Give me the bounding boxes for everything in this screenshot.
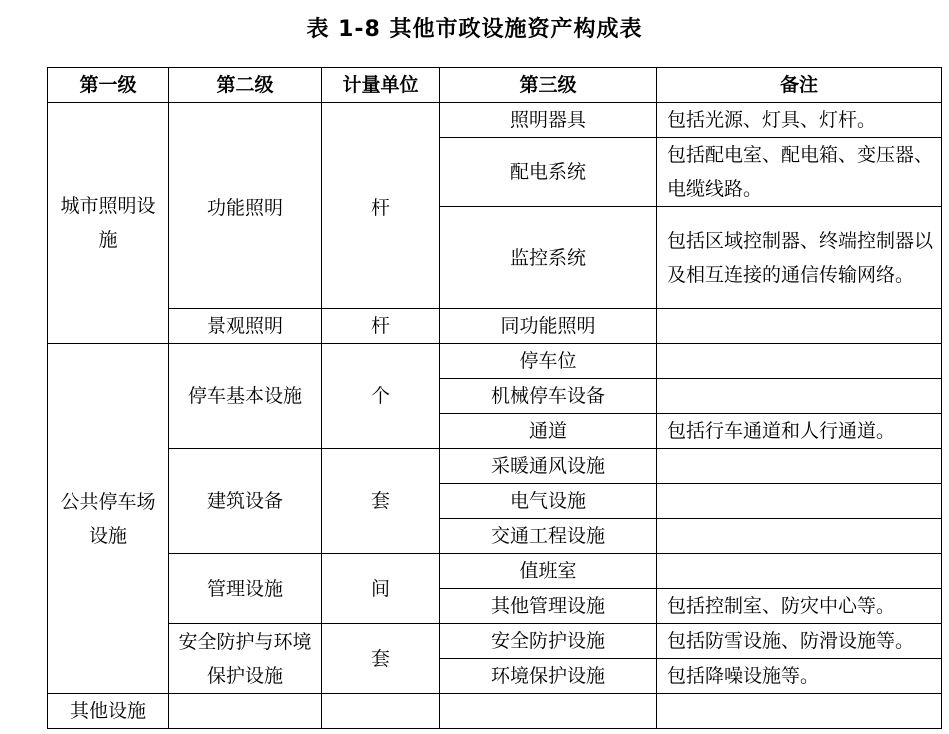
note-cell xyxy=(657,309,942,344)
level3-cell: 采暖通风设施 xyxy=(440,449,657,484)
table-row xyxy=(48,103,942,138)
note-cell xyxy=(657,554,942,589)
level3-cell: 其他管理设施 xyxy=(440,589,657,624)
level3-cell: 安全防护设施 xyxy=(440,624,657,659)
level3-cell: 通道 xyxy=(440,414,657,449)
level2-landscape-lighting: 景观照明 xyxy=(169,309,322,344)
unit-safety: 套 xyxy=(322,624,440,694)
table-title: 表 1-8 其他市政设施资产构成表 xyxy=(306,17,643,42)
header-level2: 第二级 xyxy=(169,68,322,103)
empty-cell xyxy=(169,694,322,729)
note-cell: 包括控制室、防灾中心等。 xyxy=(657,589,942,624)
level3-cell: 照明器具 xyxy=(440,103,657,138)
level3-cell: 交通工程设施 xyxy=(440,519,657,554)
table-row xyxy=(48,554,942,589)
level1-other: 其他设施 xyxy=(48,694,169,729)
table-row xyxy=(48,624,942,659)
note-cell: 包括区域控制器、终端控制器以及相互连接的通信传输网络。 xyxy=(657,207,942,309)
header-level3: 第三级 xyxy=(440,68,657,103)
table-row xyxy=(48,449,942,484)
level2-management: 管理设施 xyxy=(169,554,322,624)
note-cell: 包括降噪设施等。 xyxy=(657,659,942,694)
level2-safety: 安全防护与环境保护设施 xyxy=(169,624,322,694)
table-row xyxy=(48,309,942,344)
level2-building-equipment: 建筑设备 xyxy=(169,449,322,554)
empty-cell xyxy=(440,694,657,729)
level3-cell: 配电系统 xyxy=(440,138,657,207)
header-level1: 第一级 xyxy=(48,68,169,103)
level3-cell: 同功能照明 xyxy=(440,309,657,344)
empty-cell xyxy=(657,694,942,729)
level3-cell: 停车位 xyxy=(440,344,657,379)
table-row xyxy=(48,694,942,729)
note-cell xyxy=(657,519,942,554)
header-note: 备注 xyxy=(657,68,942,103)
header-row xyxy=(48,68,942,103)
unit-parking-basic: 个 xyxy=(322,344,440,449)
note-cell xyxy=(657,484,942,519)
note-cell: 包括防雪设施、防滑设施等。 xyxy=(657,624,942,659)
note-cell: 包括行车通道和人行通道。 xyxy=(657,414,942,449)
level3-cell: 电气设施 xyxy=(440,484,657,519)
level1-lighting: 城市照明设施 xyxy=(48,103,169,344)
note-cell xyxy=(657,379,942,414)
note-cell: 包括配电室、配电箱、变压器、电缆线路。 xyxy=(657,138,942,207)
level3-cell: 机械停车设备 xyxy=(440,379,657,414)
asset-composition-table xyxy=(47,67,942,729)
table-row xyxy=(48,344,942,379)
note-cell xyxy=(657,449,942,484)
level3-cell: 环境保护设施 xyxy=(440,659,657,694)
level2-functional-lighting: 功能照明 xyxy=(169,103,322,309)
unit-building-equipment: 套 xyxy=(322,449,440,554)
level3-cell: 监控系统 xyxy=(440,207,657,309)
level3-cell: 值班室 xyxy=(440,554,657,589)
level1-parking: 公共停车场设施 xyxy=(48,344,169,694)
note-cell xyxy=(657,344,942,379)
unit-landscape-lighting: 杆 xyxy=(322,309,440,344)
header-unit: 计量单位 xyxy=(322,68,440,103)
unit-management: 间 xyxy=(322,554,440,624)
unit-functional-lighting: 杆 xyxy=(322,103,440,309)
level2-parking-basic: 停车基本设施 xyxy=(169,344,322,449)
empty-cell xyxy=(322,694,440,729)
note-cell: 包括光源、灯具、灯杆。 xyxy=(657,103,942,138)
